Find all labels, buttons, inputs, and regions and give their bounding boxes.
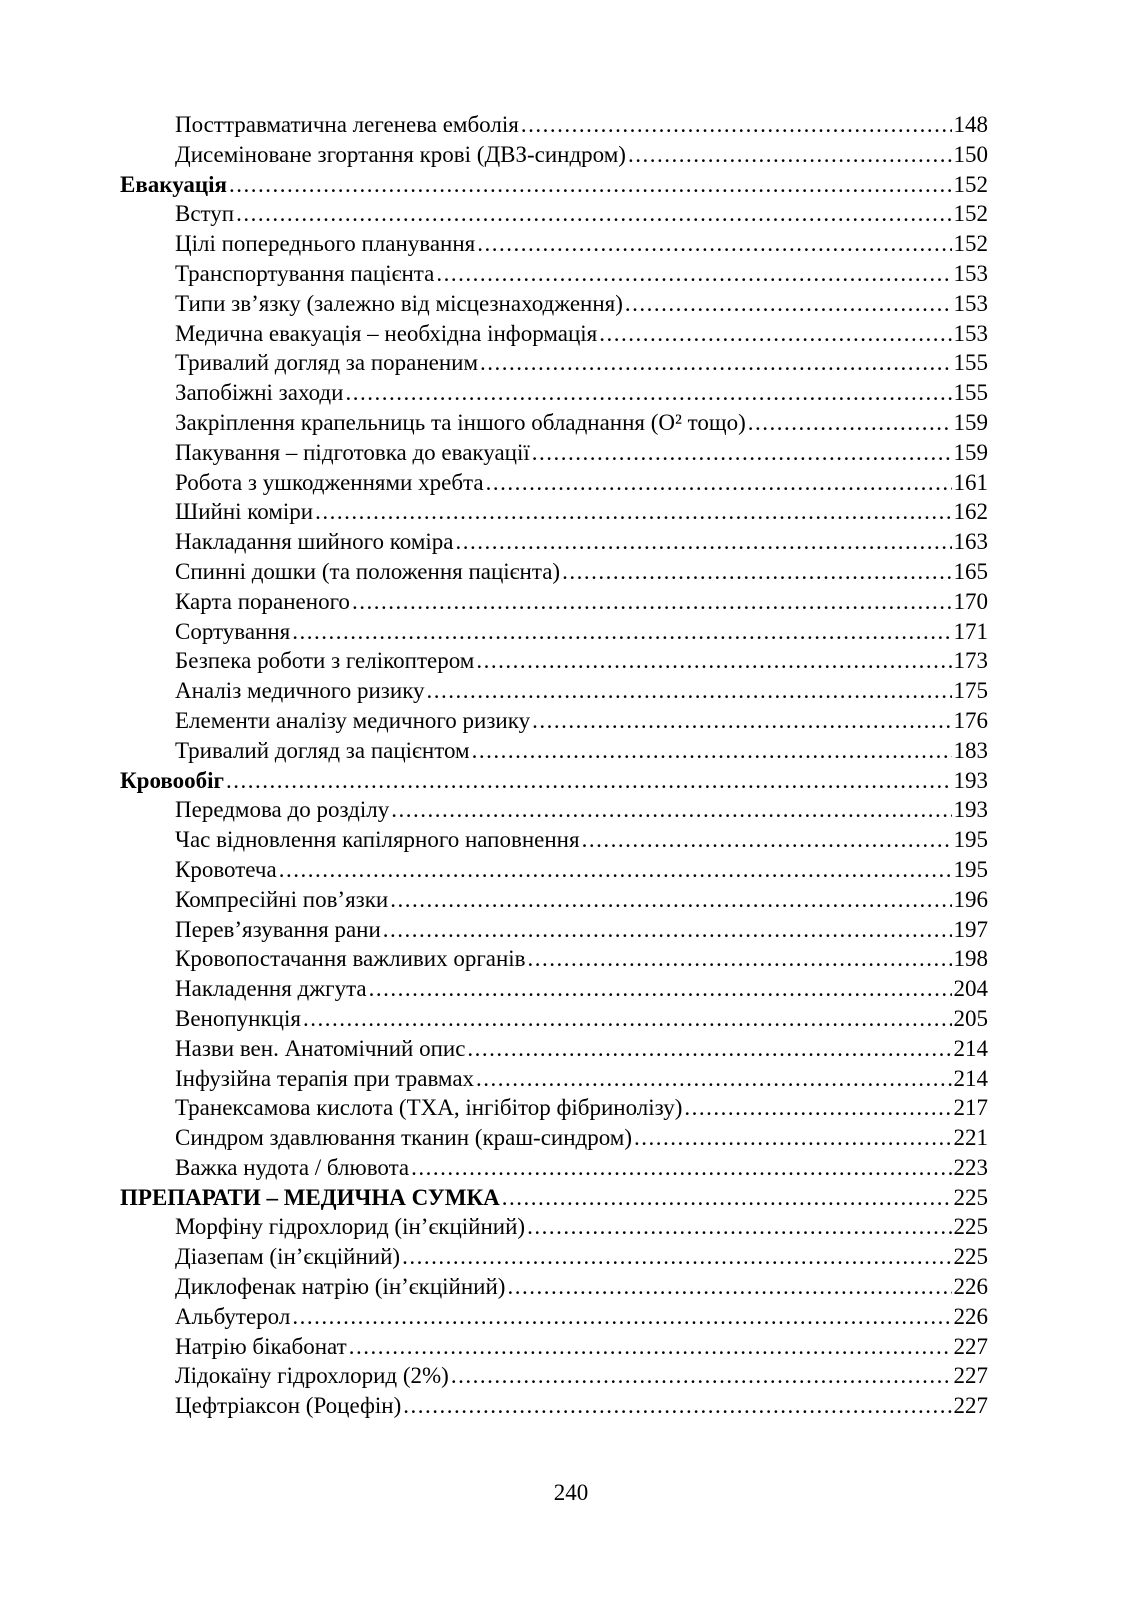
dotted-leader [352, 587, 952, 617]
toc-entry-label: Пакування – підготовка до евакуації [175, 439, 530, 465]
dotted-leader [476, 1064, 951, 1094]
toc-entry [120, 825, 988, 855]
toc-entry-label: Накладення джгута [175, 976, 367, 1002]
dotted-leader [391, 795, 951, 825]
toc-entry-label: Передмова до розділу [175, 797, 390, 823]
dotted-leader [467, 1034, 951, 1064]
dotted-leader [369, 974, 952, 1004]
toc-entry-label: Вступ [175, 201, 235, 227]
footer-page-number: 240 [553, 1480, 589, 1505]
dotted-leader [486, 468, 952, 498]
toc-entry-label: Медична евакуація – необхідна інформація [175, 320, 598, 346]
toc-entry [120, 497, 988, 527]
toc-entry [120, 348, 988, 378]
toc-entry-page-number: 162 [953, 499, 988, 525]
toc-entry-page-number: 161 [953, 469, 988, 495]
toc-entry [120, 766, 988, 796]
toc-entry-page-number: 195 [953, 827, 988, 853]
toc-entry-page-number: 226 [953, 1274, 988, 1300]
toc-entry [120, 706, 988, 736]
table-of-contents [120, 110, 988, 1421]
toc-entry-label: Тривалий догляд за пацієнтом [175, 737, 470, 763]
toc-entry-page-number: 163 [953, 529, 988, 555]
toc-entry-page-number: 155 [953, 350, 988, 376]
toc-entry-label: Морфіну гідрохлорид (ін’єкційний) [175, 1214, 526, 1240]
toc-entry [120, 1183, 988, 1213]
toc-entry [120, 527, 988, 557]
toc-entry-page-number: 159 [953, 409, 988, 435]
toc-entry-label: Накладання шийного коміра [175, 529, 454, 555]
toc-entry-page-number: 226 [953, 1303, 988, 1329]
toc-entry-page-number: 152 [953, 231, 988, 257]
toc-entry [120, 1272, 988, 1302]
toc-entry-label: Компресійні пов’язки [175, 886, 389, 912]
toc-entry-label: Спинні дошки (та положення пацієнта) [175, 558, 561, 584]
toc-entry [120, 885, 988, 915]
toc-entry-page-number: 225 [953, 1184, 988, 1210]
toc-list [120, 110, 988, 1421]
toc-entry-label: Безпека роботи з гелікоптером [175, 648, 475, 674]
toc-entry-label: Посттравматична легенева емболія [175, 112, 519, 137]
toc-entry-label: Тривалий догляд за пораненим [175, 350, 479, 376]
toc-entry-label: Венопункція [175, 1005, 301, 1031]
toc-entry-label: Типи зв’язку (залежно від місцезнаходження) [175, 290, 623, 316]
toc-entry-label: Діазепам (ін’єкційний) [175, 1244, 401, 1270]
toc-entry-page-number: 227 [953, 1333, 988, 1359]
toc-entry [120, 170, 988, 200]
toc-entry-label: Транексамова кислота (ТХА, інгібітор фібринолізу) [175, 1095, 683, 1121]
toc-entry-page-number: 227 [953, 1393, 988, 1419]
toc-entry [120, 1212, 988, 1242]
toc-entry-label: Елементи аналізу медичного ризику [175, 707, 531, 733]
toc-entry-page-number: 173 [953, 648, 988, 674]
toc-entry [120, 289, 988, 319]
toc-entry-page-number: 171 [953, 618, 988, 644]
toc-entry [120, 1391, 988, 1421]
toc-entry-page-number: 198 [953, 946, 988, 972]
toc-entry [120, 319, 988, 349]
toc-entry-page-number: 214 [953, 1035, 988, 1061]
toc-entry-label: Закріплення крапельниць та іншого обладнання (О² тощо) [175, 409, 746, 435]
toc-entry [120, 736, 988, 766]
toc-entry [120, 1302, 988, 1332]
dotted-leader [502, 1183, 952, 1213]
dotted-leader [349, 1332, 952, 1362]
toc-entry [120, 557, 988, 587]
toc-entry-page-number: 225 [953, 1214, 988, 1240]
toc-entry [120, 587, 988, 617]
dotted-leader [532, 706, 951, 736]
dotted-leader [625, 289, 952, 319]
toc-entry-label: Назви вен. Анатомічний опис [175, 1035, 466, 1061]
dotted-leader [292, 1302, 951, 1332]
dotted-leader [599, 319, 951, 349]
toc-entry-label: Кровообіг [120, 767, 224, 793]
toc-entry-page-number: 221 [953, 1125, 988, 1151]
toc-entry-page-number: 205 [953, 1005, 988, 1031]
toc-entry [120, 795, 988, 825]
toc-entry-page-number: 148 [953, 112, 988, 137]
dotted-leader [403, 1391, 951, 1421]
toc-entry-page-number: 195 [953, 856, 988, 882]
toc-entry-label: Шийні коміри [175, 499, 314, 525]
toc-entry-page-number: 197 [953, 916, 988, 942]
toc-entry-label: Цілі попереднього планування [175, 231, 476, 257]
dotted-leader [480, 348, 951, 378]
toc-entry-page-number: 155 [953, 380, 988, 406]
toc-entry [120, 1361, 988, 1391]
toc-entry-page-number: 153 [953, 320, 988, 346]
toc-entry-page-number: 193 [953, 797, 988, 823]
toc-entry-page-number: 193 [953, 767, 988, 793]
dotted-leader [292, 617, 951, 647]
dotted-leader [628, 140, 952, 170]
toc-entry-label: Кровопостачання важливих органів [175, 946, 526, 972]
toc-entry-label: Час відновлення капілярного наповнення [175, 827, 580, 853]
toc-entry-label: Евакуація [120, 171, 227, 197]
dotted-leader [562, 557, 951, 587]
toc-entry-label: ПРЕПАРАТИ – МЕДИЧНА СУМКА [120, 1184, 500, 1210]
dotted-leader [427, 676, 952, 706]
dotted-leader [436, 259, 951, 289]
toc-entry [120, 1034, 988, 1064]
toc-entry [120, 1153, 988, 1183]
toc-entry-page-number: 183 [953, 737, 988, 763]
dotted-leader [402, 1242, 951, 1272]
dotted-leader [451, 1361, 952, 1391]
toc-entry-label: Лідокаїну гідрохлорид (2%) [175, 1363, 449, 1389]
toc-entry-page-number: 150 [953, 141, 988, 167]
dotted-leader [315, 497, 951, 527]
toc-entry-label: Аналіз медичного ризику [175, 678, 425, 704]
toc-entry [120, 199, 988, 229]
dotted-leader [527, 1212, 951, 1242]
toc-entry-label: Карта пораненого [175, 588, 350, 614]
toc-entry [120, 259, 988, 289]
toc-entry-label: Сортування [175, 618, 291, 644]
toc-entry-label: Синдром здавлювання тканин (краш-синдром) [175, 1125, 633, 1151]
toc-entry-page-number: 153 [953, 260, 988, 286]
toc-entry-page-number: 214 [953, 1065, 988, 1091]
toc-entry-label: Кровотеча [175, 856, 277, 882]
toc-entry [120, 1064, 988, 1094]
toc-entry-label: Робота з ушкодженнями хребта [175, 469, 484, 495]
toc-entry-label: Цефтріаксон (Роцефін) [175, 1393, 402, 1419]
toc-entry-label: Інфузійна терапія при травмах [175, 1065, 475, 1091]
toc-entry-page-number: 175 [953, 678, 988, 704]
toc-entry [120, 944, 988, 974]
toc-entry-label: Альбутерол [175, 1303, 291, 1329]
toc-entry-page-number: 176 [953, 707, 988, 733]
toc-entry [120, 1123, 988, 1153]
dotted-leader [229, 170, 952, 200]
toc-entry-page-number: 153 [953, 290, 988, 316]
dotted-leader [303, 1004, 952, 1034]
dotted-leader [472, 736, 952, 766]
toc-entry-page-number: 165 [953, 558, 988, 584]
toc-entry-page-number: 227 [953, 1363, 988, 1389]
dotted-leader [345, 378, 951, 408]
toc-entry [120, 378, 988, 408]
toc-entry-page-number: 159 [953, 439, 988, 465]
toc-entry [120, 1093, 988, 1123]
toc-entry [120, 646, 988, 676]
toc-entry [120, 438, 988, 468]
toc-entry-page-number: 152 [953, 201, 988, 227]
dotted-leader [477, 229, 951, 259]
dotted-leader [476, 646, 951, 676]
dotted-leader [456, 527, 952, 557]
toc-entry [120, 468, 988, 498]
toc-entry-label: Важка нудота / блювота [175, 1154, 410, 1180]
toc-entry-page-number: 204 [953, 976, 988, 1002]
dotted-leader [684, 1093, 951, 1123]
toc-entry-label: Натрію бікабонат [175, 1333, 347, 1359]
dotted-leader [532, 438, 952, 468]
toc-entry-label: Транспортування пацієнта [175, 260, 435, 286]
toc-entry [120, 617, 988, 647]
toc-entry-label: Диклофенак натрію (ін’єкційний) [175, 1274, 506, 1300]
dotted-leader [383, 915, 952, 945]
toc-entry-label: Перев’язування рани [175, 916, 381, 942]
dotted-leader [226, 766, 952, 796]
toc-entry-page-number: 223 [953, 1154, 988, 1180]
page-footer [0, 1480, 1142, 1506]
toc-entry [120, 855, 988, 885]
dotted-leader [411, 1153, 951, 1183]
dotted-leader [236, 199, 951, 229]
toc-entry [120, 1004, 988, 1034]
toc-entry-page-number: 225 [953, 1244, 988, 1270]
dotted-leader [279, 855, 952, 885]
toc-entry [120, 1242, 988, 1272]
toc-entry-label: Запобіжні заходи [175, 380, 344, 406]
dotted-leader [582, 825, 952, 855]
dotted-leader [390, 885, 951, 915]
toc-entry [120, 408, 988, 438]
toc-entry-page-number: 170 [953, 588, 988, 614]
dotted-leader [521, 110, 952, 140]
toc-entry [120, 915, 988, 945]
dotted-leader [748, 408, 952, 438]
toc-entry-page-number: 217 [953, 1095, 988, 1121]
dotted-leader [528, 944, 952, 974]
toc-entry [120, 974, 988, 1004]
toc-entry-page-number: 152 [953, 171, 988, 197]
dotted-leader [507, 1272, 951, 1302]
toc-entry [120, 110, 988, 140]
toc-entry [120, 676, 988, 706]
toc-entry [120, 229, 988, 259]
dotted-leader [634, 1123, 951, 1153]
toc-entry [120, 140, 988, 170]
toc-entry [120, 1332, 988, 1362]
toc-entry-label: Дисеміноване згортання крові (ДВЗ-синдром) [175, 141, 626, 167]
toc-entry-page-number: 196 [953, 886, 988, 912]
